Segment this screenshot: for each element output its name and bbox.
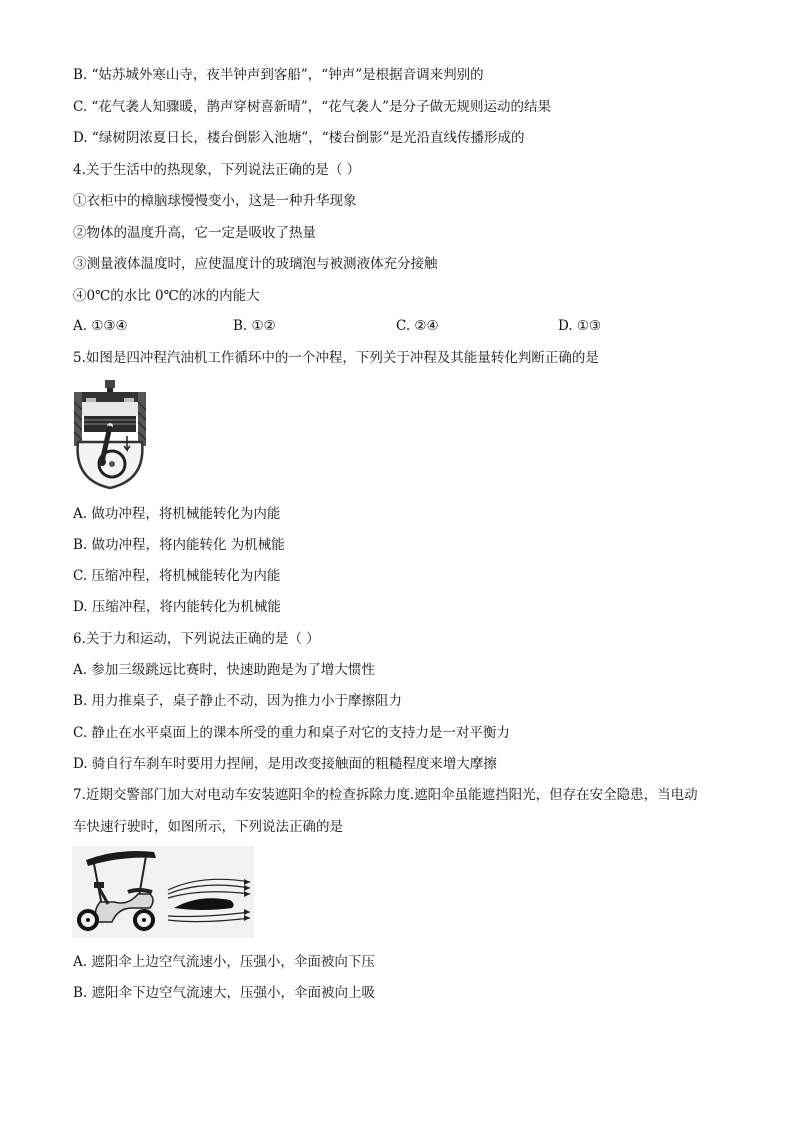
- q3-option-d: D. “绿树阴浓夏日长，楼台倒影入池塘”，“楼台倒影”是光沿直线传播形成的: [73, 130, 525, 146]
- q6-stem: 6.关于力和运动，下列说法正确的是（ ）: [73, 631, 320, 647]
- q7-stem-line1: 7.近期交警部门加大对电动车安装遮阳伞的检查拆除力度.遮阳伞虽能遮挡阳光，但存在安全隐患，当电动: [73, 787, 698, 803]
- engine-cylinder-figure: [72, 380, 148, 492]
- q6-option-b: B. 用力推桌子，桌子静止不动，因为推力小于摩擦阻力: [73, 693, 403, 709]
- q4-options-row: [73, 318, 633, 336]
- q4-option-d: D. ①③: [558, 318, 602, 334]
- q7-stem-line2: 车快速行驶时，如图所示，下列说法正确的是: [73, 819, 343, 835]
- q5-stem: 5.如图是四冲程汽油机工作循环中的一个冲程，下列关于冲程及其能量转化判断正确的是: [73, 350, 599, 366]
- q6-option-a: A. 参加三级跳远比赛时，快速助跑是为了增大惯性: [73, 662, 375, 678]
- q5-option-a: A. 做功冲程，将机械能转化为内能: [73, 506, 281, 522]
- q5-option-b: B. 做功冲程，将内能转化 为机械能: [73, 537, 285, 553]
- q4-item-1: ①衣柜中的樟脑球慢慢变小，这是一种升华现象: [73, 193, 357, 209]
- q6-option-c: C. 静止在水平桌面上的课本所受的重力和桌子对它的支持力是一对平衡力: [73, 725, 510, 741]
- q3-option-b: B. “姑苏城外寒山寺，夜半钟声到客船”，“钟声”是根据音调来判别的: [73, 67, 484, 83]
- q4-item-2: ②物体的温度升高，它一定是吸收了热量: [73, 225, 316, 241]
- q4-option-b: B. ①②: [233, 318, 276, 334]
- q4-item-4: ④0℃的水比 0℃的冰的内能大: [73, 288, 260, 304]
- q4-option-c: C. ②④: [396, 318, 439, 334]
- q5-option-c: C. 压缩冲程，将机械能转化为内能: [73, 568, 281, 584]
- scooter-umbrella-figure: [72, 846, 254, 938]
- q4-stem: 4.关于生活中的热现象，下列说法正确的是（ ）: [73, 162, 361, 178]
- q4-option-a: A. ①③④: [73, 318, 128, 334]
- q7-option-b: B. 遮阳伞下边空气流速大，压强小，伞面被向上吸: [73, 985, 376, 1001]
- q4-item-3: ③测量液体温度时，应使温度计的玻璃泡与被测液体充分接触: [73, 256, 438, 272]
- q7-option-a: A. 遮阳伞上边空气流速小，压强小，伞面被向下压: [73, 954, 375, 970]
- q3-option-c: C. “花气袭人知骤暖，鹊声穿树喜新晴”，“花气袭人”是分子做无规则运动的结果: [73, 99, 552, 115]
- q6-option-d: D. 骑自行车刹车时要用力捏闸，是用改变接触面的粗糙程度来增大摩擦: [73, 756, 497, 772]
- q5-option-d: D. 压缩冲程，将内能转化为机械能: [73, 599, 281, 615]
